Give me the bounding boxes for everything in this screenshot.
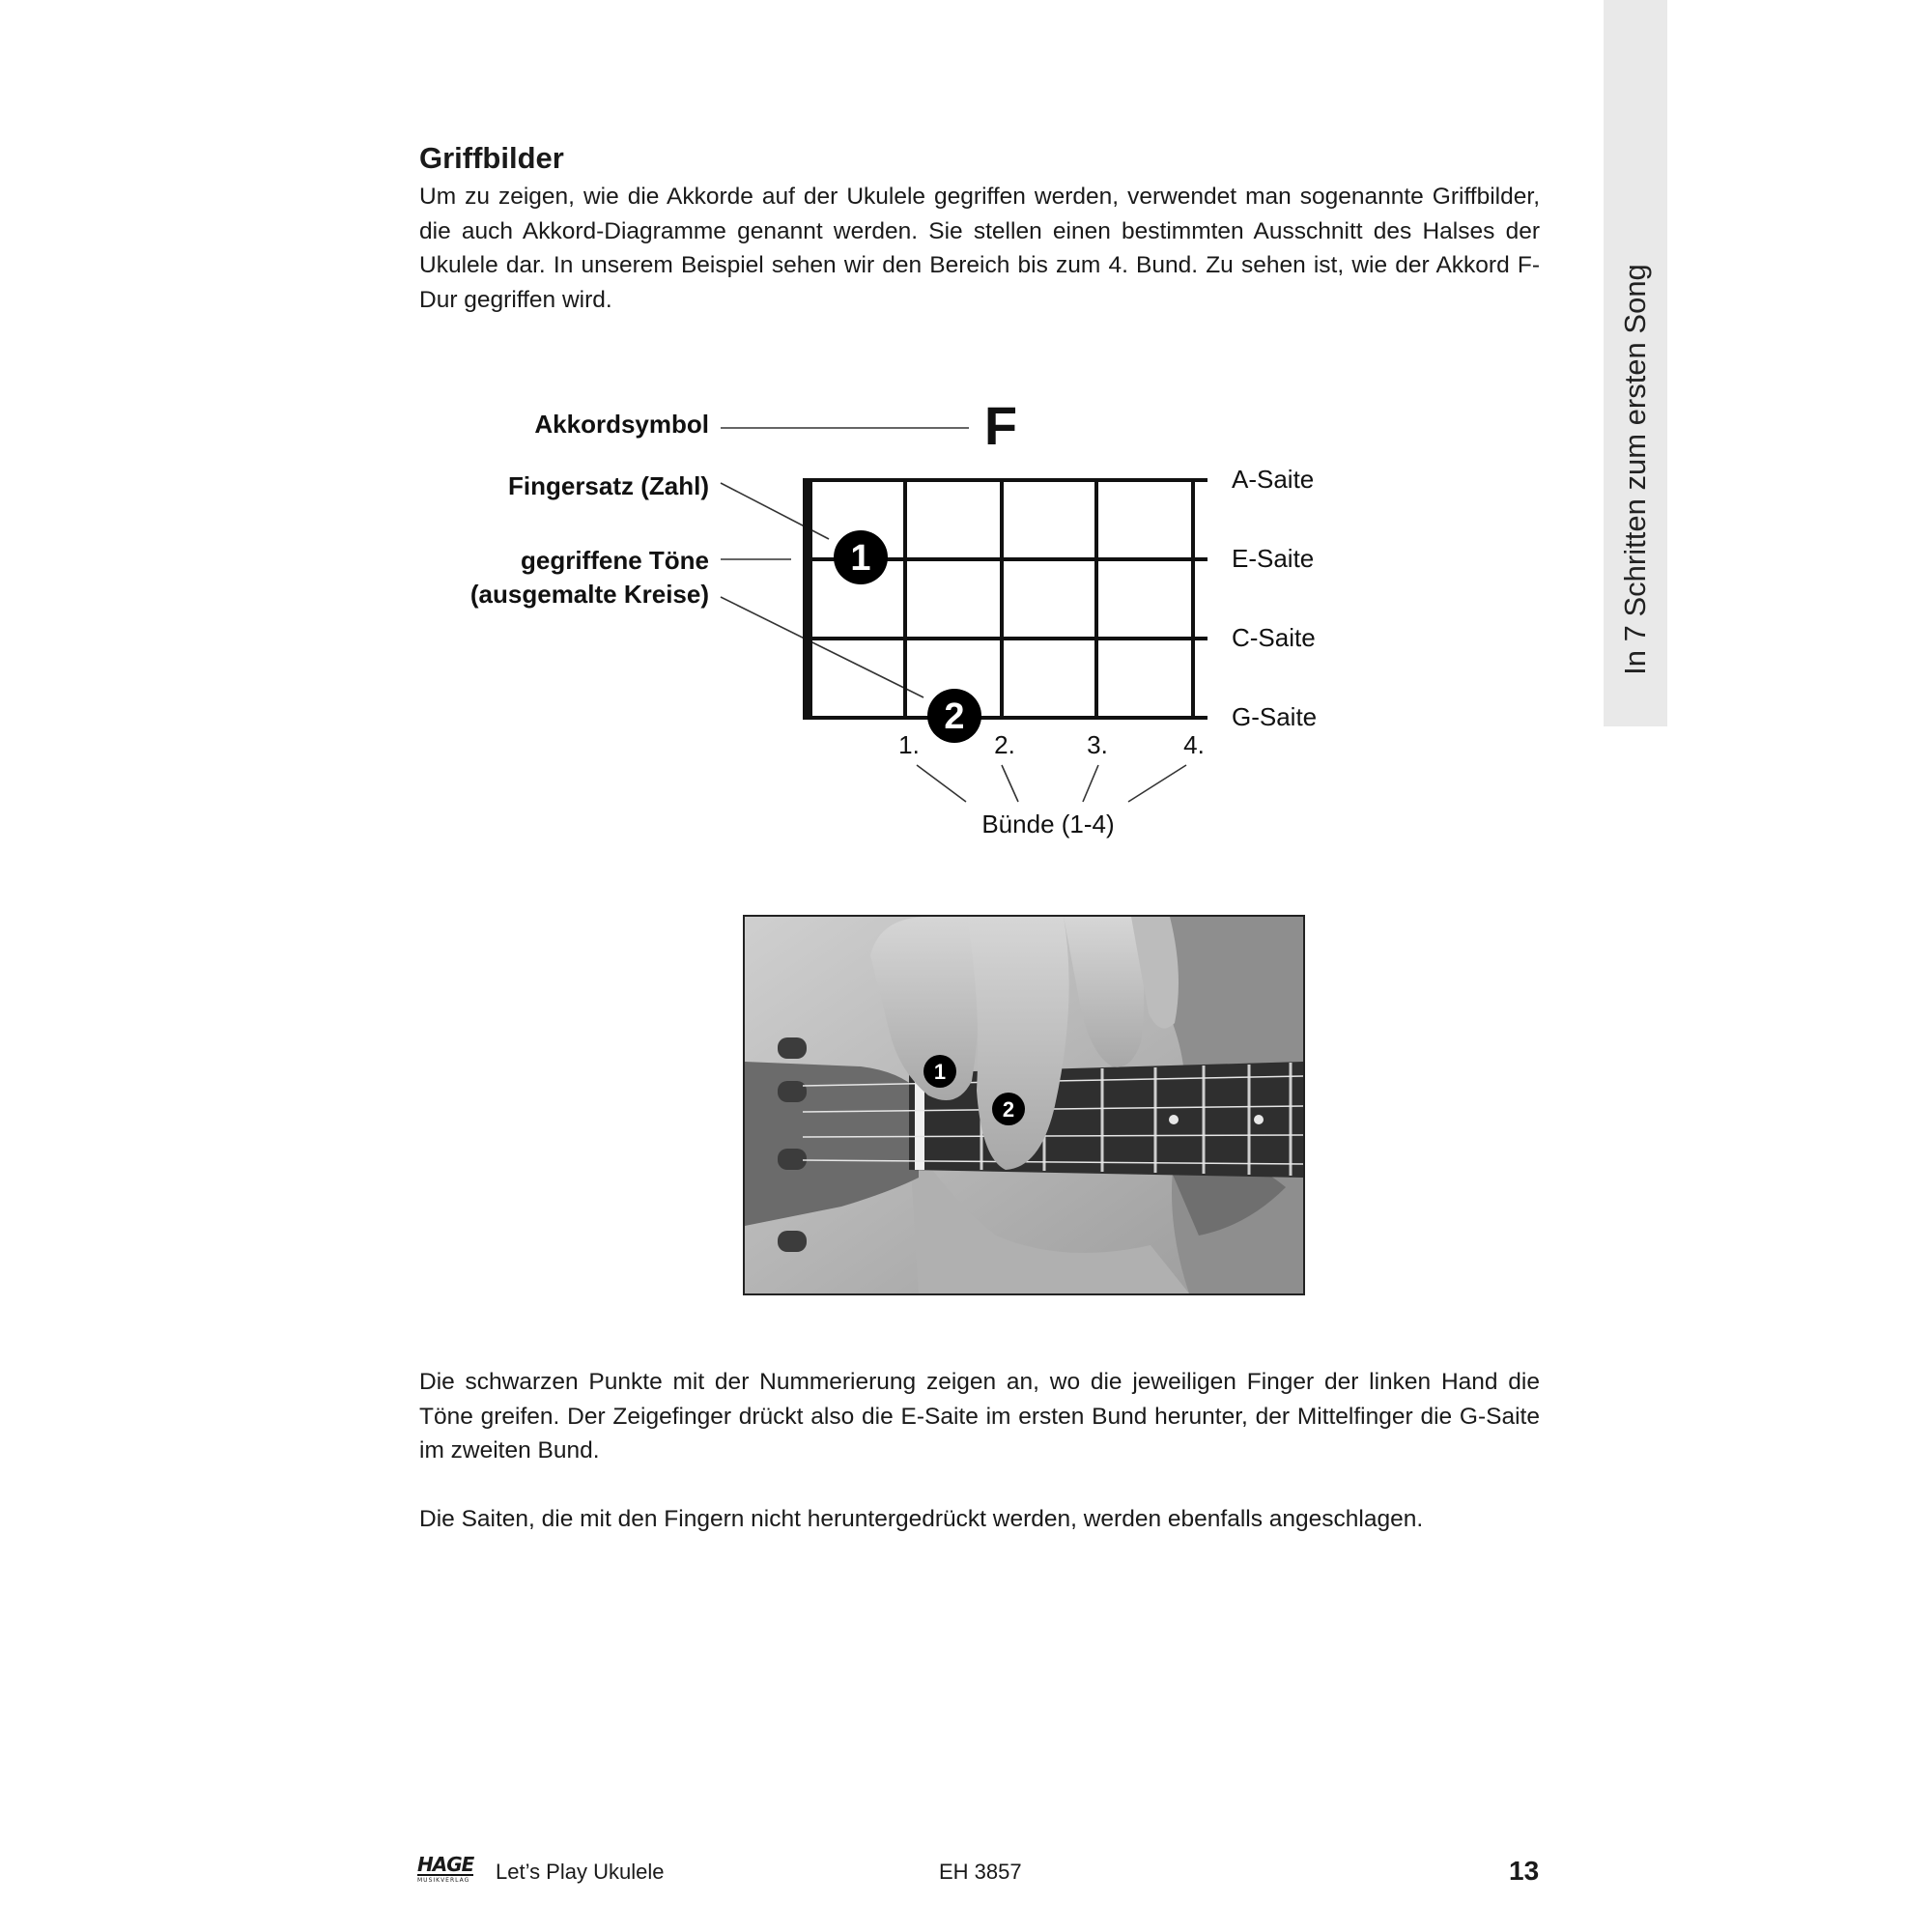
chord-photo <box>743 915 1305 1295</box>
leader-fret-3 <box>1083 765 1098 802</box>
label-fretted-notes-hint: (ausgemalte Kreise) <box>469 580 709 609</box>
section-heading: Griffbilder <box>419 141 564 175</box>
string-label-e: E-Saite <box>1232 544 1315 573</box>
string-label-g: G-Saite <box>1232 702 1318 731</box>
photo-finger-number-2: 2 <box>1002 1097 1015 1122</box>
chord-diagram <box>0 0 1932 869</box>
note-paragraph: Die Saiten, die mit den Fingern nicht heruntergedrückt werden, werden ebenfalls angeschlagen. <box>419 1506 1424 1532</box>
label-fingering: Fingersatz (Zahl) <box>507 471 709 500</box>
string-label-a: A-Saite <box>1232 465 1315 494</box>
fret-number-4: 4. <box>1183 730 1205 759</box>
publisher-logo-subtext: MUSIKVERLAG <box>417 1877 470 1884</box>
explanation-paragraph: Die schwarzen Punkte mit der Nummerierung zeigen an, wo die jeweiligen Finger der linken Hand die Töne greifen. Der Zeigefinger drückt also die E-Saite im ersten Bund herunter, der Mittelfinger die G-Saite im zweiten Bund. <box>419 1369 1540 1463</box>
string-label-c: C-Saite <box>1232 623 1316 652</box>
label-frets: Bünde (1-4) <box>981 810 1115 838</box>
chord-photo-illustration <box>745 917 1303 1293</box>
fret-number-2: 2. <box>994 730 1015 759</box>
chapter-side-tab-text: In 7 Schritten zum ersten Song <box>1618 264 1652 675</box>
leader-fret-4 <box>1128 765 1186 802</box>
finger-number-2: 2 <box>944 696 965 737</box>
chord-symbol: F <box>983 395 1018 456</box>
page-number: 13 <box>1509 1856 1540 1886</box>
fret-number-3: 3. <box>1087 730 1108 759</box>
publisher-logo <box>417 1855 473 1884</box>
fret-number-1: 1. <box>898 730 920 759</box>
footer-book-title: Let’s Play Ukulele <box>496 1860 665 1884</box>
label-fretted-notes: gegriffene Töne <box>520 546 709 575</box>
leader-fret-2 <box>1002 765 1018 802</box>
nut <box>803 478 812 720</box>
finger-number-1: 1 <box>850 538 871 579</box>
photo-finger-number-1: 1 <box>933 1060 947 1084</box>
label-chord-symbol: Akkordsymbol <box>534 410 709 439</box>
intro-paragraph: Um zu zeigen, wie die Akkorde auf der Ukulele gegriffen werden, verwendet man sogenannte Griffbilder, die auch Akkord-Diagramme genannt werden. Sie stellen einen bestimmten Ausschnitt des Halses der Ukulele dar. In unserem Beispiel sehen wir den Bereich bis zum 4. Bund. Zu sehen ist, wie der Akkord F-Dur gegriffen wird. <box>419 184 1540 313</box>
leader-fretted-notes-dot <box>721 597 923 697</box>
leader-fingering <box>721 483 829 539</box>
leader-fret-1 <box>917 765 966 802</box>
publisher-logo-text: HAGE <box>417 1853 474 1876</box>
footer-edition-code: EH 3857 <box>939 1860 1022 1884</box>
